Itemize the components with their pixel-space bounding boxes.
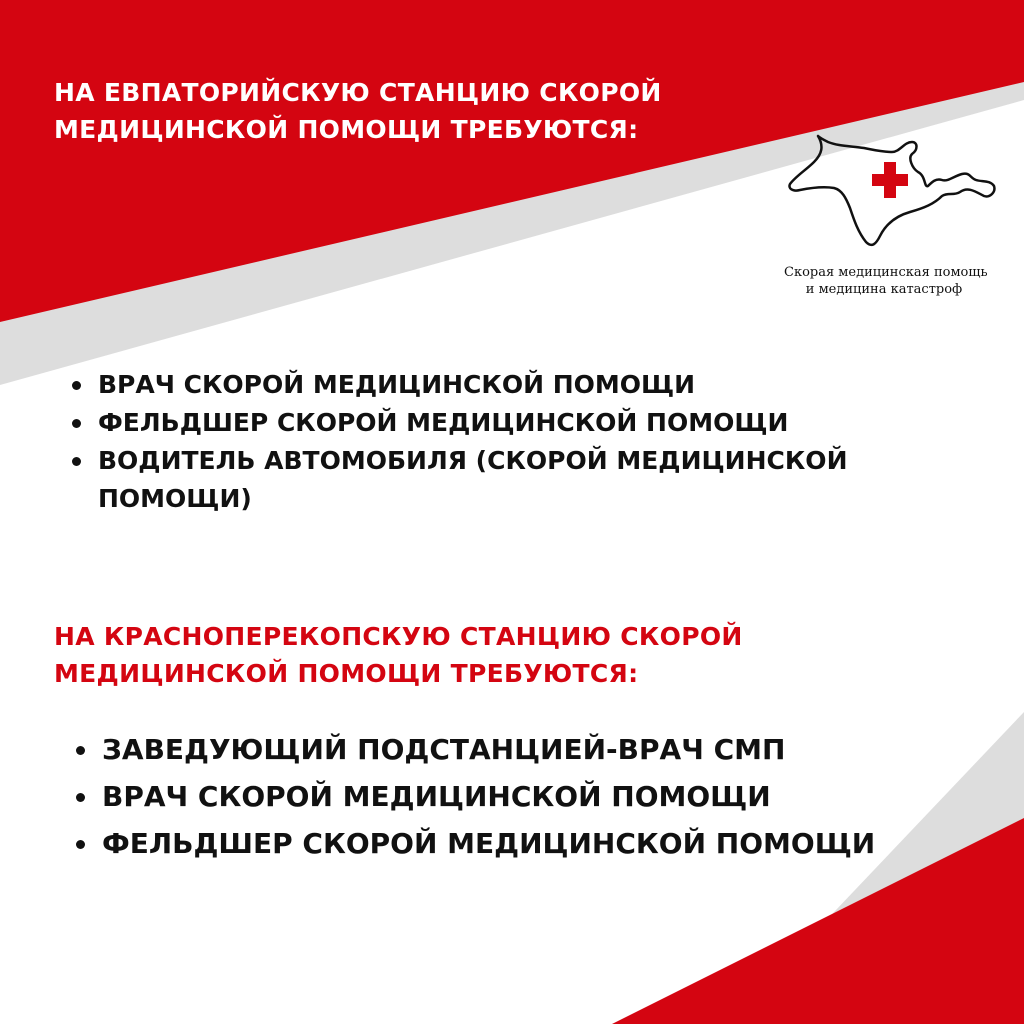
- logo-caption-line: и медицина катастроф: [805, 282, 963, 297]
- list-item-text: ФЕЛЬДШЕР СКОРОЙ МЕДИЦИНСКОЙ ПОМОЩИ: [102, 827, 876, 860]
- list-item: [72, 404, 848, 442]
- section-2-heading: [54, 618, 743, 692]
- logo-caption-line: Скорая медицинская помощь: [784, 265, 988, 280]
- list-item-text: ВРАЧ СКОРОЙ МЕДИЦИНСКОЙ ПОМОЩИ: [98, 370, 696, 399]
- red-cross-icon: [872, 162, 908, 198]
- list-item: [72, 442, 848, 518]
- list-item-text: ФЕЛЬДШЕР СКОРОЙ МЕДИЦИНСКОЙ ПОМОЩИ: [98, 408, 789, 437]
- section-2-heading-line: НА КРАСНОПЕРЕКОПСКУЮ СТАНЦИЮ СКОРОЙ: [54, 622, 743, 651]
- list-item: [76, 773, 875, 820]
- section-1-heading: [54, 74, 662, 148]
- list-item-text: ПОМОЩИ): [98, 484, 252, 513]
- section-2-heading-line: МЕДИЦИНСКОЙ ПОМОЩИ ТРЕБУЮТСЯ:: [54, 659, 639, 688]
- list-item-text: ВРАЧ СКОРОЙ МЕДИЦИНСКОЙ ПОМОЩИ: [102, 780, 771, 813]
- list-item-text: ЗАВЕДУЮЩИЙ ПОДСТАНЦИЕЙ-ВРАЧ СМП: [102, 733, 786, 766]
- section-2-job-list: [76, 726, 875, 867]
- list-item: [76, 726, 875, 773]
- logo-caption: [784, 264, 988, 298]
- section-1-heading-line: НА ЕВПАТОРИЙСКУЮ СТАНЦИЮ СКОРОЙ: [54, 78, 662, 107]
- logo: [784, 132, 1004, 307]
- list-item: [72, 366, 848, 404]
- crimea-map-red-cross-icon: [784, 132, 1004, 252]
- section-1-heading-line: МЕДИЦИНСКОЙ ПОМОЩИ ТРЕБУЮТСЯ:: [54, 115, 639, 144]
- section-1-job-list: [72, 366, 848, 518]
- list-item-text: ВОДИТЕЛЬ АВТОМОБИЛЯ (СКОРОЙ МЕДИЦИНСКОЙ: [98, 446, 848, 475]
- list-item: [76, 820, 875, 867]
